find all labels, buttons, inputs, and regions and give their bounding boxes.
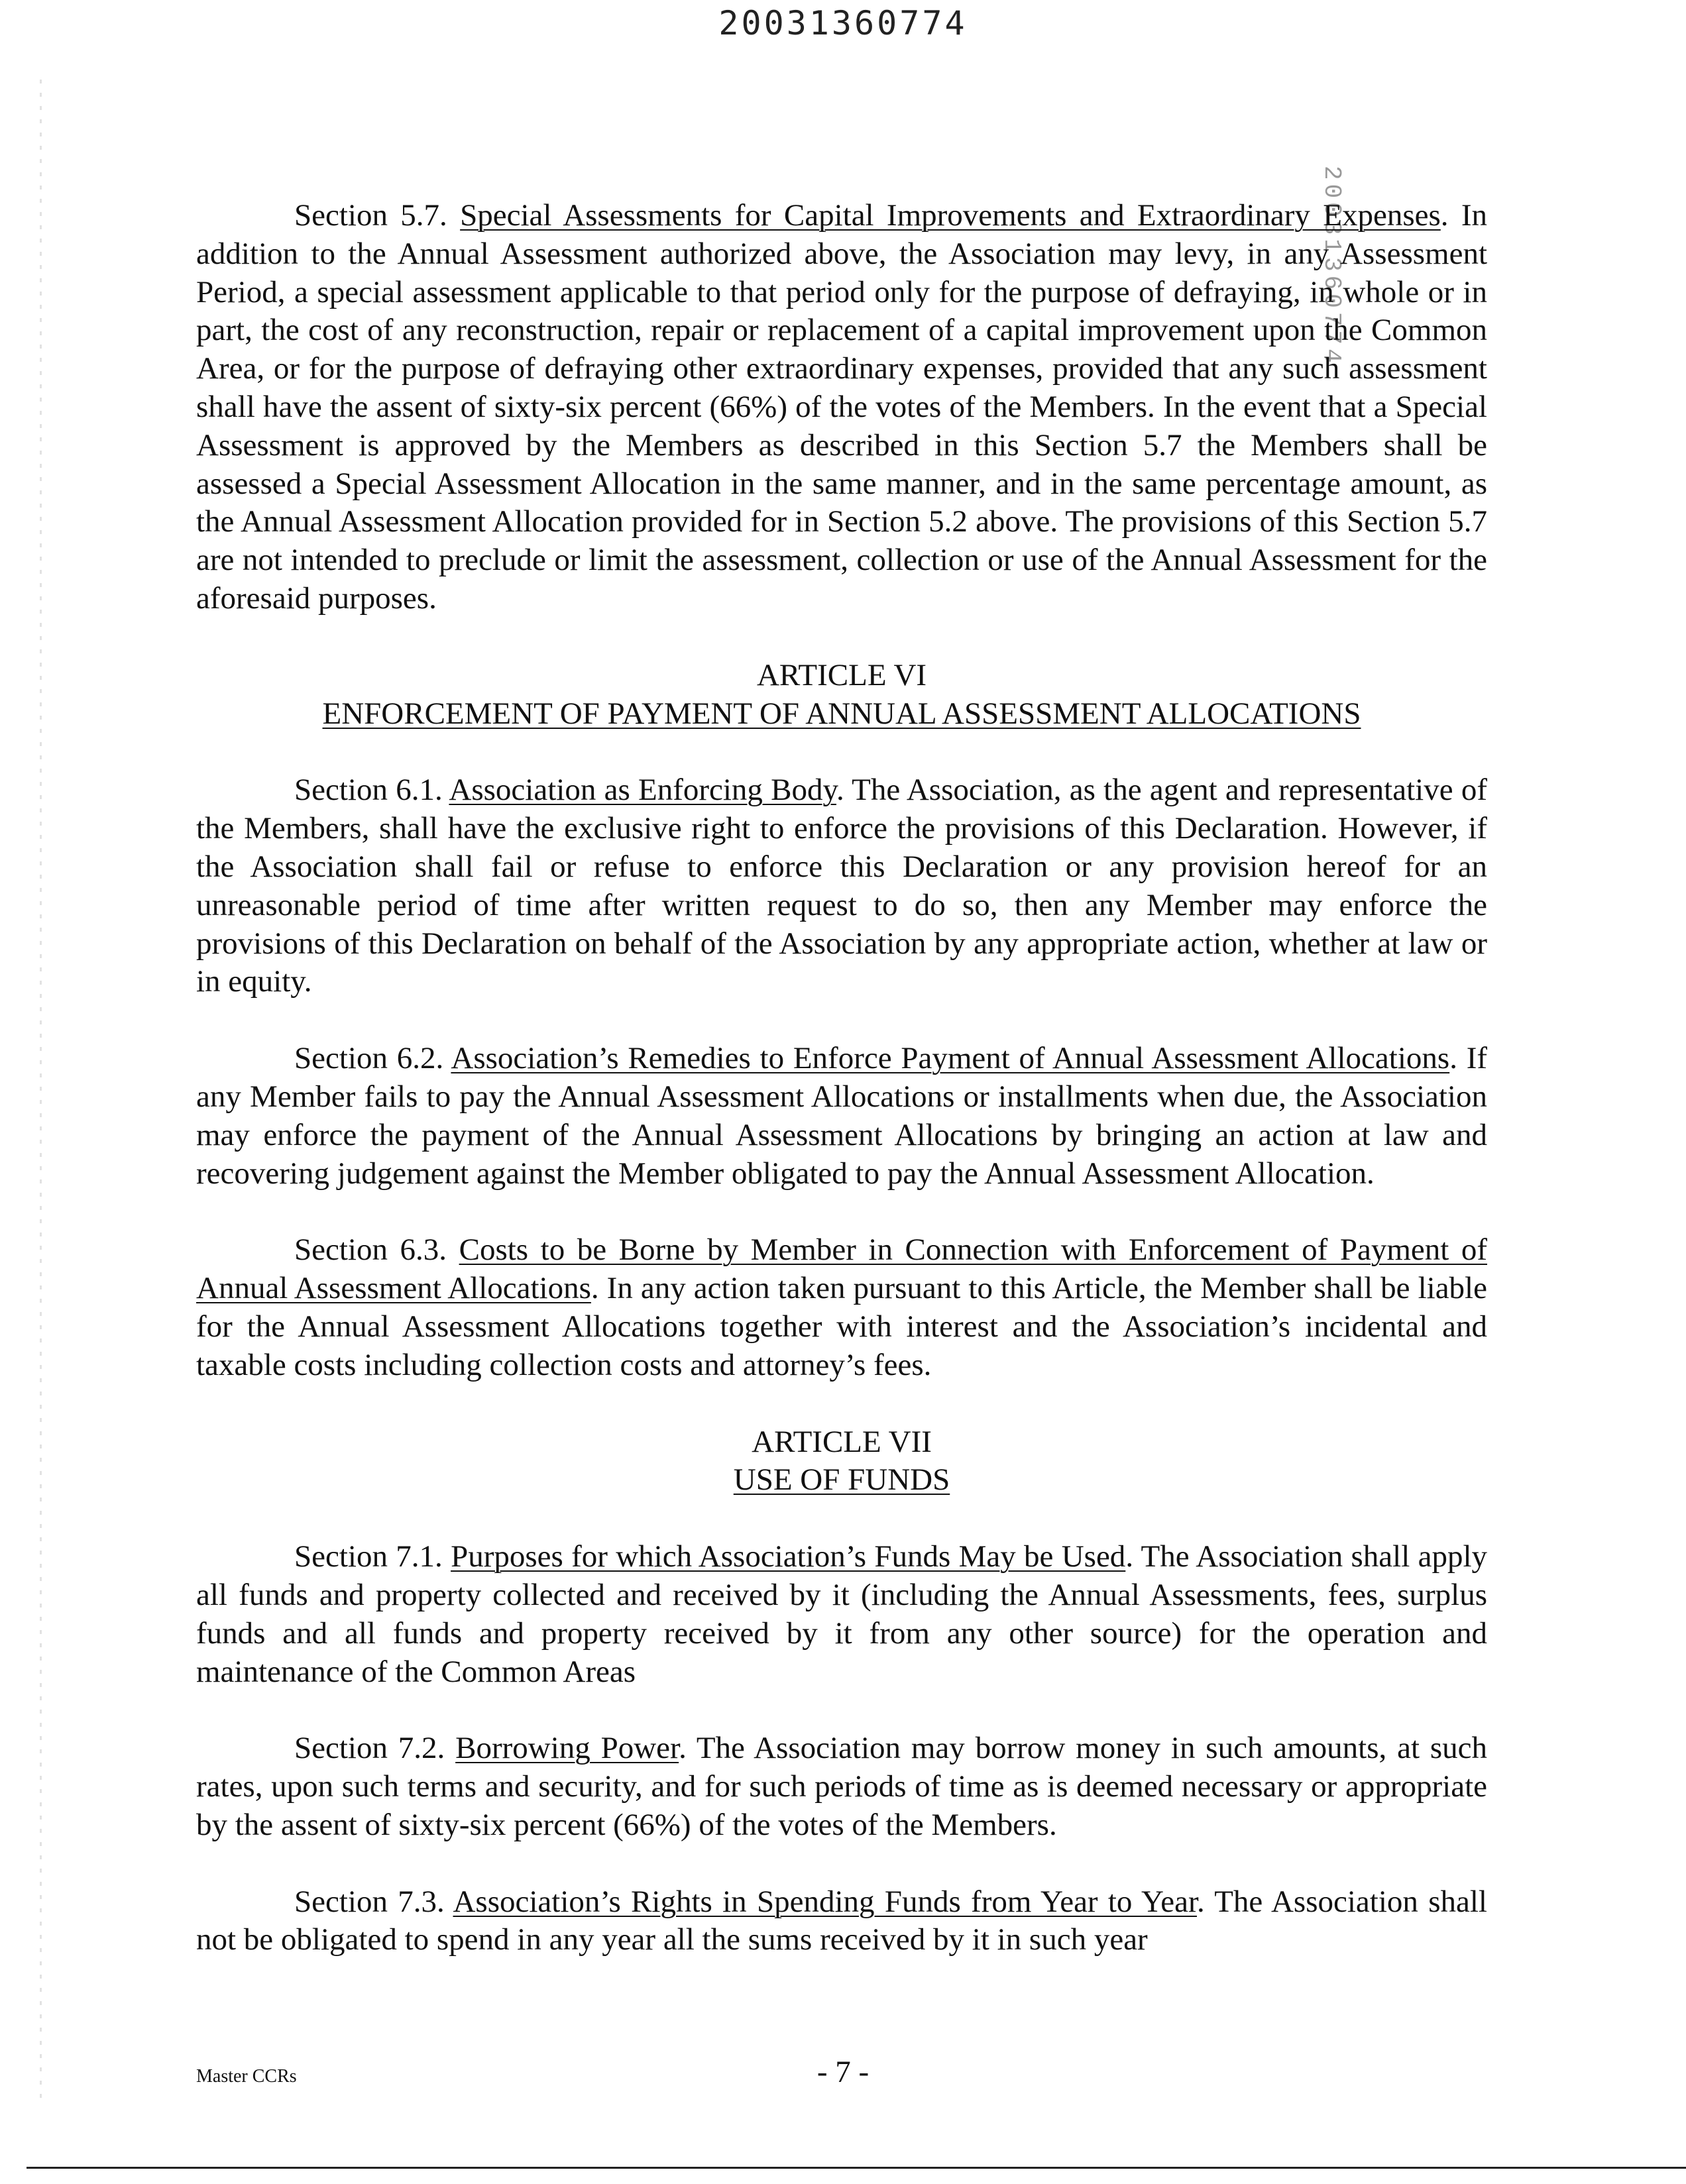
section-title: Borrowing Power — [455, 1731, 679, 1766]
section-body: . The Association may borrow money in such amounts, at such rates, upon such terms and security, and for such periods of time as is deemed necessary or appropriate by the assent of sixty-six percent (66%) of the votes of the Members. — [196, 1731, 1487, 1842]
article-6-heading — [196, 657, 1487, 734]
section-body: . In addition to the Annual Assessment authorized above, the Association may levy, in any Assessment Period, a special assessment applicable to that period only for the purpose of defraying, in whole or in part, the cost of any reconstruction, repair or replacement of a capital improvement upon the Common Area, or for the purpose of defraying other extraordinary expenses, provided that any such assessment shall have the assent of sixty-six percent (66%) of the votes of the Members. In the event that a Special Assessment is approved by the Members as described in this Section 5.7 the Members shall be assessed a Special Assessment Allocation in the same manner, and in the same percentage amount, as the Annual Assessment Allocation provided for in Section 5.2 above. The provisions of this Section 5.7 are not intended to preclude or limit the assessment, collection or use of the Annual Assessment for the aforesaid purposes. — [196, 198, 1488, 616]
page-body — [196, 197, 1487, 1998]
side-stamp: 20031360774 — [1318, 166, 1345, 367]
article-number: ARTICLE VII — [752, 1424, 932, 1459]
section-7-3 — [196, 1883, 1487, 1960]
section-label: Section 7.3. — [294, 1884, 453, 1919]
section-7-2 — [196, 1729, 1487, 1844]
section-label: Section 6.2. — [294, 1041, 451, 1076]
document-number: 20031360774 — [718, 4, 968, 42]
section-title: Association’s Remedies to Enforce Payment of Annual Assessment Allocations — [451, 1041, 1450, 1076]
section-label: Section 6.1. — [294, 773, 449, 808]
scan-edge-artifact — [40, 80, 42, 2101]
bottom-rule — [27, 2167, 1686, 2169]
section-body: . In any action taken pursuant to this Article, the Member shall be liable for the Annual Assessment Allocations together with interest and the Association’s incidental and taxable costs including collection costs and attorney’s fees. — [196, 1271, 1487, 1382]
section-5-7 — [196, 197, 1487, 618]
section-title: Purposes for which Association’s Funds May be Used — [451, 1539, 1126, 1574]
section-label: Section 7.2. — [294, 1731, 456, 1766]
section-title: Association’s Rights in Spending Funds from Year to Year — [453, 1884, 1198, 1919]
section-7-1 — [196, 1538, 1487, 1691]
section-title: Costs to be Borne by Member in Connection with Enforcement of Payment of Annual Assessment Allocations — [196, 1232, 1487, 1306]
section-6-2 — [196, 1040, 1487, 1193]
article-7-heading — [196, 1423, 1487, 1500]
section-label: Section 7.1. — [294, 1539, 451, 1574]
section-body: . The Association shall apply all funds and property collected and received by it (including the Annual Assessments, fees, surplus funds and all funds and property received by it from any other source) for the operation and maintenance of the Common Areas — [196, 1539, 1488, 1689]
page-number: - 7 - — [816, 2055, 870, 2089]
section-label: Section 5.7. — [294, 198, 461, 233]
section-title: Special Assessments for Capital Improvements and Extraordinary Expenses — [460, 198, 1441, 233]
section-body: . The Association shall not be obligated to spend in any year all the sums received by it in such year — [196, 1884, 1487, 1957]
footer-doc-name: Master CCRs — [196, 2066, 297, 2087]
section-body: . If any Member fails to pay the Annual Assessment Allocations or installments when due, the Association may enforce the payment of the Annual Assessment Allocations by bringing an action at law and recovering judgement against the Member obligated to pay the Annual Assessment Allocation. — [196, 1041, 1487, 1191]
section-6-3 — [196, 1231, 1487, 1384]
section-6-1 — [196, 771, 1487, 1001]
section-body: . The Association, as the agent and representative of the Members, shall have the exclusive right to enforce the provisions of this Declaration. However, if the Association shall fail or refuse to enforce this Declaration or any provision hereof for an unreasonable period of time after written request to do so, then any Member may enforce the provisions of this Declaration on behalf of the Association by any appropriate action, whether at law or in equity. — [196, 773, 1487, 999]
article-title: ENFORCEMENT OF PAYMENT OF ANNUAL ASSESSMENT ALLOCATIONS — [322, 696, 1361, 731]
article-number: ARTICLE VI — [756, 657, 927, 692]
section-label: Section 6.3. — [294, 1232, 459, 1268]
article-title: USE OF FUNDS — [733, 1462, 950, 1498]
section-title: Association as Enforcing Body — [449, 773, 836, 808]
